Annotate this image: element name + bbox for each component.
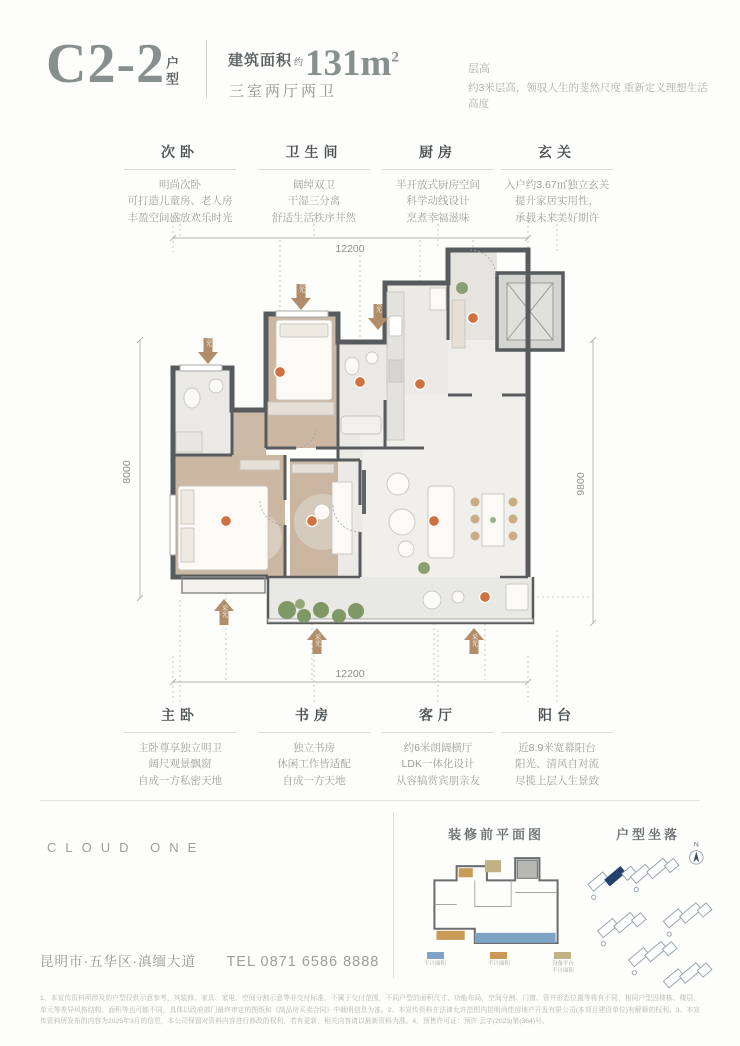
siteplan-title: 户型坐落 (615, 827, 680, 842)
mini-elevator (517, 860, 537, 878)
legend-swatch-tan (490, 952, 507, 959)
building (624, 931, 677, 981)
building (659, 953, 712, 988)
feature-foyer: 玄关 入户约3.67㎡独立玄关 提升家居实用性， 承载未来美好期许 (482, 142, 632, 226)
header-divider (206, 40, 207, 98)
unit-code: C2-2 (46, 33, 166, 95)
legend-item: 不计面积 (488, 952, 510, 975)
ceiling-height-note (468, 60, 718, 113)
mini-equipment-platform (485, 860, 501, 872)
plan-legend (424, 952, 574, 975)
feature-second-bedroom: 次卧 明尚次卧 可打造儿童房、老人房 丰盈空间盛放欢乐时光 (105, 142, 255, 226)
daylight-arrow (198, 332, 218, 364)
built-area-value: $131m^2$ (305, 43, 399, 84)
daylight-arrow (464, 628, 484, 654)
svg-text:采光: 采光 (313, 633, 321, 647)
legend-swatch-blue (427, 952, 444, 959)
built-area-prefix: 建筑面积 (228, 52, 293, 69)
mini-balcony (475, 933, 556, 943)
footer-vertical-divider (393, 812, 394, 978)
feature-master-bedroom: 主卧 主卧尊享独立明卫 阔尺观景飘窗 自成一方私密天地 (105, 705, 255, 789)
svg-text:N: N (693, 841, 699, 849)
brand-logo: CLOUD ONE (47, 840, 206, 855)
daylight-arrow (214, 599, 234, 625)
feature-study: 书房 独立书房 休闲工作皆适配 自成一方天地 (239, 705, 389, 789)
legend-item: 半计面积 (424, 952, 446, 975)
daylight-arrow (291, 278, 311, 310)
preplan-title: 装修前平面图 (447, 827, 544, 842)
feature-kitchen: 厨房 半开放式厨房空间 科学动线设计 烹煮幸福滋味 (363, 142, 513, 226)
floor-plan (0, 210, 740, 704)
dim-right: 9800 (575, 472, 587, 496)
ceiling-height-title: 层高 (468, 63, 490, 75)
pre-decoration-plan (420, 846, 572, 950)
ceiling-height-desc: 约3米层高，领驭人生的斐然尺度 重新定义理想生活高度 (468, 82, 708, 110)
mini-bay-window-2 (436, 931, 464, 940)
building-highlighted (583, 856, 636, 906)
compass (690, 842, 704, 864)
dim-top: 12200 (335, 243, 365, 255)
building (593, 902, 646, 952)
legend-item: 设备平台 不计面积 (552, 952, 574, 975)
legal-disclaimer: 1、本宣传资料所涉及的户型仅供示意参考，其装修、家具、家电、空间分割示意等非交付标准，不属于交付范围，不同户型的面积尺寸、功能布局、空间分割、门窗、管井形态位置等将有不同，相同户型因楼栋、楼层、单元等差异风格结构、面积等也可能不同，具体以政府部门最终审定的图纸和《商品房买卖合同》中载明信息为准。2、本宣传资料在法律允许范围内昆明尚佳房地产开发有限公司(本项目建设单位)有解释的权利。3、本宣传资料所发布的内容为2025年3月的信息，本公司保留对资料内容进行修改的权利，若有更新，相关内容请以最新资料为准。4、预售许可证：预许 云字(2023)第(364)号。 (40, 995, 700, 1026)
site-location-map (578, 838, 714, 988)
svg-text:采光: 采光 (220, 604, 228, 618)
project-address: 昆明市·五华区·滇缅大道 (40, 954, 196, 969)
room-count: 三室两厅两卫 (229, 83, 338, 100)
daylight-arrow (307, 628, 327, 654)
footer-divider (40, 800, 700, 801)
phone-number: TEL 0871 6586 8888 (226, 954, 380, 970)
svg-text:采光: 采光 (470, 633, 478, 647)
svg-text:采光: 采光 (297, 279, 305, 293)
building (659, 893, 712, 943)
legend-swatch-khaki (554, 952, 571, 959)
feature-balcony: 阳台 近8.9米宽幕阳台 阳光、清风自对流 尽揽上层人生景致 (482, 705, 632, 789)
svg-text:采光: 采光 (204, 333, 212, 347)
svg-text:采光: 采光 (374, 299, 382, 313)
dim-bottom: 12200 (335, 668, 365, 680)
contact-row (40, 950, 379, 971)
dim-left: 8000 (121, 460, 133, 484)
built-area-approx: 约 (294, 57, 304, 67)
feature-bathroom: 卫生间 阔绰双卫 干湿三分离 舒适生活秩序井然 (239, 142, 389, 226)
feature-living-room: 客厅 约6米朗阔横厅 LDK一体化设计 从容犒赏宾朋亲友 (363, 705, 513, 789)
mini-bay-window-1 (459, 868, 473, 877)
built-area (228, 42, 399, 85)
buildings (583, 848, 711, 988)
unit-code-suffix: 户型 (164, 56, 179, 88)
